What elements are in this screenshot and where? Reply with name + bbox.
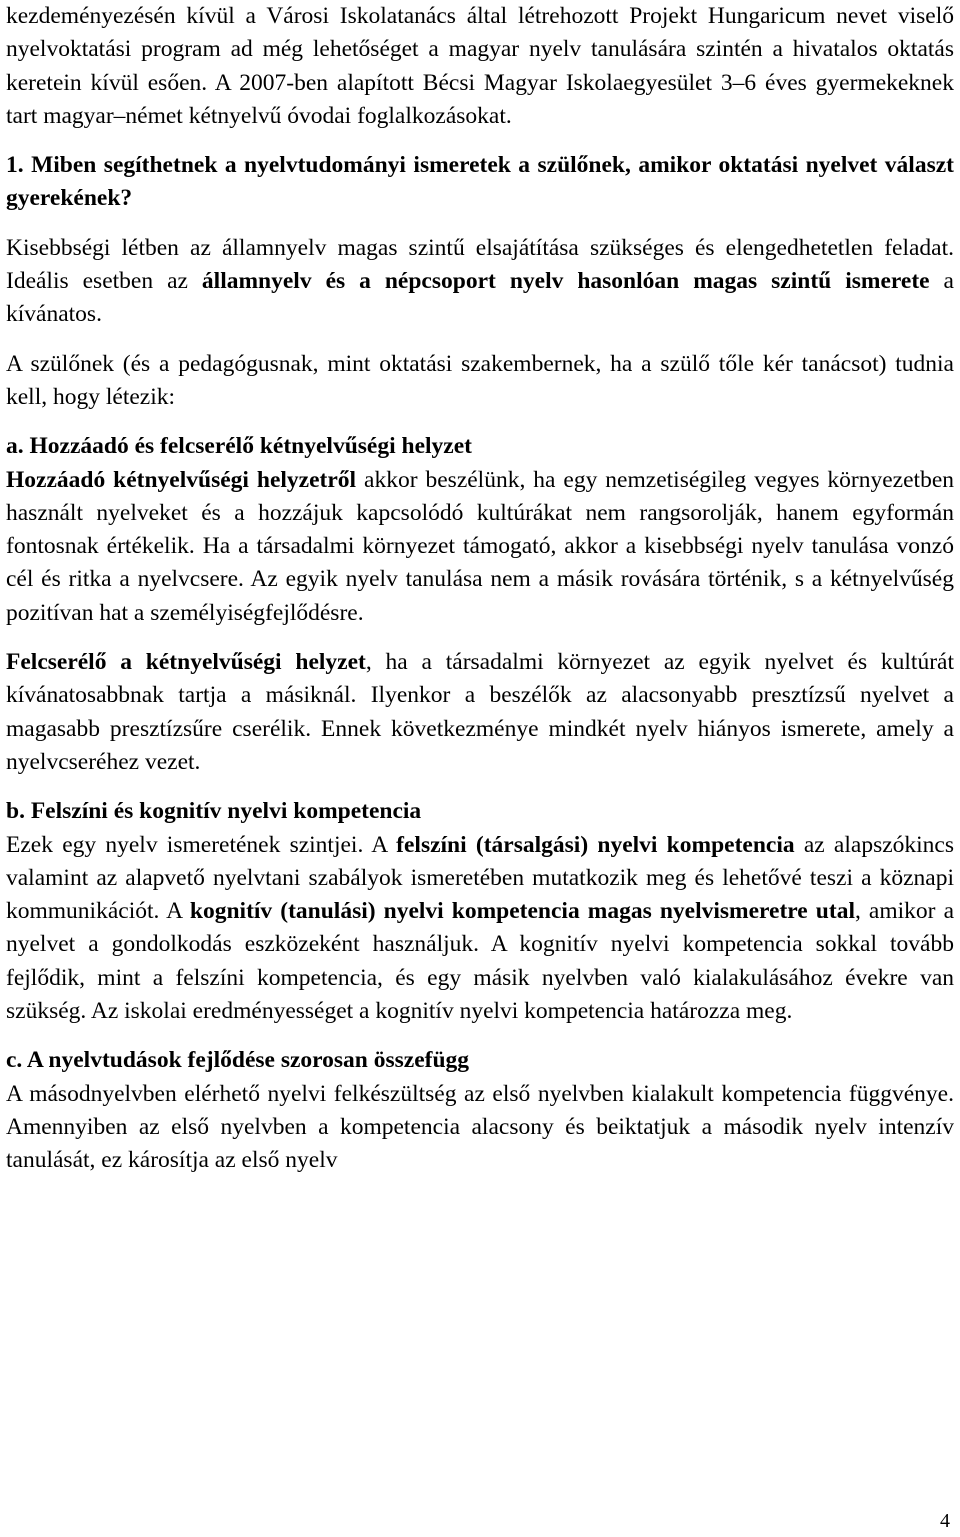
section-c-paragraph: A másodnyelvben elérhető nyelvi felkészültség az első nyelvben kialakult kompetencia függvénye. Amennyiben az első nyelvben a kompetencia alacsony és beiktatjuk a második nyelv intenzív tanulását, ez károsítja az első nyelv xyxy=(6,1080,954,1174)
q1-bold: államnyelv és a népcsoport nyelv hasonlóan magas szintű ismerete xyxy=(201,268,930,295)
section-a-paragraph-2 xyxy=(6,646,954,779)
section-a-bold-1: Hozzáadó kétnyelvűségi helyzetről xyxy=(6,466,357,493)
section-b-bold-2: kognitív (tanulási) nyelvi kompetencia magas nyelvismeretre utal xyxy=(189,898,855,925)
q1-text-c: a kívánatos. xyxy=(6,268,954,328)
section-a-text-1: akkor beszélünk, ha egy nemzetiségileg vegyes környezetben használt nyelveket és a hozzájuk kapcsolódó kultúrákat nem rangsorolják, hanem egyformán fontosnak értékelik. Ha a társadalmi környezet támogató, akkor a kisebbségi nyelv tanulása vonzó cél és ritka a nyelvcsere. Az egyik nyelv tanulása nem a másik rovására történik, s a kétnyelvűség pozitívan hat a személyiségfejlődésre. xyxy=(6,466,954,626)
section-a-bold-2: Felcserélő a kétnyelvűségi helyzet xyxy=(6,649,366,676)
section-a-paragraph-1 xyxy=(6,464,954,630)
section-a-heading: a. Hozzáadó és felcserélő kétnyelvűségi helyzet xyxy=(6,433,472,460)
question-1-paragraph-2: A szülőnek (és a pedagógusnak, mint oktatási szakembernek, ha a szülő tőle kér tanácsot) tudnia kell, hogy létezik: xyxy=(6,350,954,410)
section-c-heading: c. A nyelvtudások fejlődése szorosan összefügg xyxy=(6,1047,470,1074)
section-b-text-2: az alapszókincs valamint az alapvető nyelvtani szabályok ismeretében mutatkozik meg és lehetővé teszi a köznapi kommunikációt. A xyxy=(6,831,955,925)
q1-text-b: Ideális esetben az xyxy=(6,268,202,295)
q1-text-a: Kisebbségi létben az államnyelv magas szintű elsajátítása szükséges és elengedhetetlen feladat. xyxy=(6,234,954,261)
section-a-text-2: , ha a társadalmi környezet az egyik nyelvet és kultúrát kívánatosabbnak tartja a másiknál. Ilyenkor a beszélők az alacsonyabb presztízsű nyelvet a magasabb presztízsűre cserélik. Ennek következménye mindkét nyelv hiányos ismerete, amely a nyelvcseréhez vezet. xyxy=(6,649,954,775)
question-1-paragraph-1 xyxy=(6,232,954,332)
section-b-paragraph xyxy=(6,829,954,1029)
intro-paragraph: kezdeményezésén kívül a Városi Iskolatanács által létrehozott Projekt Hungaricum nevet viselő nyelvoktatási program ad még lehetőséget a magyar nyelv tanulására szintén a hivatalos oktatás keretein kívül esően. A 2007-ben alapított Bécsi Magyar Iskolaegyesület 3–6 éves gyermekeknek tart magyar–német kétnyelvű óvodai foglalkozásokat. xyxy=(6,3,954,129)
section-b-bold-1: felszíni (társalgási) nyelvi kompetencia xyxy=(396,831,795,858)
document-page xyxy=(6,0,954,1178)
section-b-text-1: Ezek egy nyelv ismeretének szintjei. A xyxy=(6,831,397,858)
page-number: 4 xyxy=(940,1510,950,1532)
section-b-text-3: , amikor a nyelvet a gondolkodás eszközeként használjuk. A kognitív nyelvi kompetencia sokkal tovább fejlődik, mint a felszíni kompetencia, és egy másik nyelvben való kialakulásához évekre van szükség. Az iskolai eredményességet a kognitív nyelvi kompetencia határozza meg. xyxy=(6,898,954,1025)
question-1-heading: 1. Miben segíthetnek a nyelvtudományi ismeretek a szülőnek, amikor oktatási nyelvet választ gyerekének? xyxy=(6,152,954,212)
section-b-heading: b. Felszíni és kognitív nyelvi kompetencia xyxy=(6,798,422,825)
